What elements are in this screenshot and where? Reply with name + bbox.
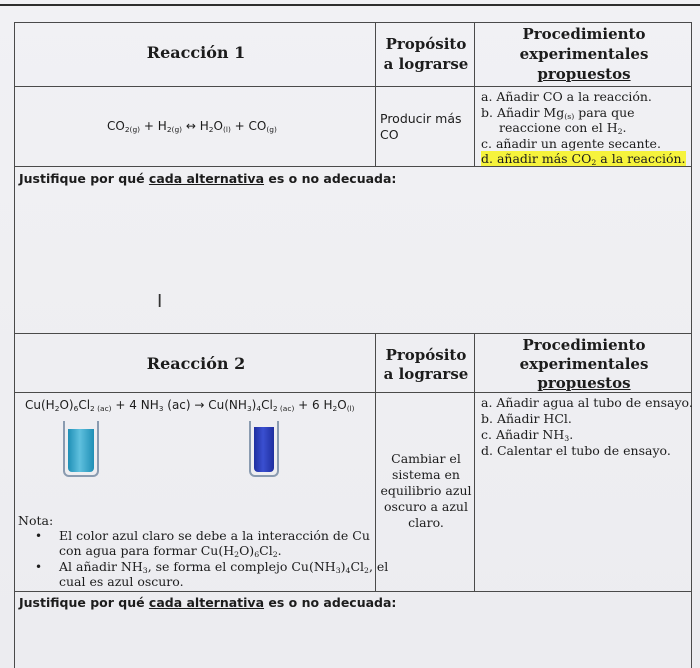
- r2-procedimientos-cell: [474, 392, 692, 592]
- r1-procedimiento-header-cell: [474, 22, 692, 87]
- r1-justify-label: Justifique por qué cada alternativa es o no adecuada:: [19, 171, 397, 186]
- r1-procedimientos-cell: [474, 86, 692, 167]
- r2-equation: $Cu(H_2O)_6Cl_{2 (ac)} + 4$ $NH_3$ $(ac) \to Cu(NH_3)_4Cl_{2 (ac)} + 6$ $H_2O_{(l)}$: [25, 398, 355, 413]
- r1-proposito-cell: [375, 86, 475, 167]
- r2-proposito-header-cell: [375, 333, 475, 393]
- r2-proc-header-3: propuestos: [537, 374, 631, 392]
- r2-proposito-4: oscuro a azul: [384, 499, 468, 514]
- r2-proc-c: c. Añadir $NH_3$.: [481, 427, 574, 443]
- text-cursor-icon: I: [157, 291, 163, 312]
- nota-2-line-1: Al añadir $NH_3$, se forma el complejo $Cu(NH_3)_4Cl_2$, el: [59, 559, 389, 575]
- dark-blue-solution: [254, 427, 274, 472]
- r2-procedimiento-header-cell: [474, 333, 692, 393]
- bullet-1: •: [35, 529, 43, 543]
- r2-proc-b: b. Añadir HCl.: [481, 411, 572, 426]
- r2-proposito-header-2: a lograrse: [383, 365, 469, 383]
- r2-proc-d: d. Calentar el tubo de ensayo.: [481, 443, 671, 458]
- r2-proposito-header-1: Propósito: [385, 346, 467, 364]
- r1-proposito-header-1: Propósito: [385, 35, 467, 53]
- dark-blue-test-tube: [249, 421, 279, 477]
- r2-equation-cell: [14, 392, 389, 592]
- r2-proc-header-2: experimentales: [519, 355, 649, 373]
- r1-header-cell: [14, 22, 376, 87]
- r1-proc-header-3: propuestos: [537, 65, 631, 83]
- nota-1-line-2: con agua para formar $Cu(H_2O)_6Cl_2$.: [59, 543, 282, 559]
- r1-header: Reacción 1: [146, 43, 246, 62]
- light-blue-test-tube: [63, 421, 99, 477]
- r1-proposito-header-cell: [375, 22, 475, 87]
- r2-proposito-3: equilibrio azul: [380, 483, 472, 498]
- r2-proposito-1: Cambiar el: [391, 451, 461, 466]
- r2-proposito-cell: [375, 392, 475, 592]
- r1-proc-c: c. añadir un agente secante.: [481, 136, 661, 151]
- r1-proc-header-2: experimentales: [519, 45, 649, 63]
- r2-proposito-2: sistema en: [392, 467, 460, 482]
- r2-header: Reacción 2: [146, 354, 246, 373]
- r2-header-cell: [14, 333, 376, 393]
- nota-label: Nota:: [18, 513, 54, 528]
- nota-2-line-2: cual es azul oscuro.: [59, 574, 184, 589]
- r1-proposito-1: Producir más: [380, 111, 462, 126]
- r2-proposito-5: claro.: [408, 515, 444, 530]
- r1-proc-d: d. añadir más $CO_2$ a la reacción.: [481, 151, 686, 167]
- r2-proc-header-1: Procedimiento: [522, 336, 646, 354]
- r1-equation-cell: [14, 86, 376, 167]
- light-blue-solution: [68, 429, 94, 472]
- r2-justify-cell: [14, 591, 692, 668]
- r1-proc-header-1: Procedimiento: [522, 25, 646, 43]
- nota-1-line-1: El color azul claro se debe a la interacción de Cu: [59, 528, 370, 543]
- top-border: [0, 4, 700, 6]
- bullet-2: •: [35, 560, 43, 574]
- r1-proc-b: b. Añadir $Mg_{(s)}$ para que: [481, 105, 635, 121]
- r2-justify-label: Justifique por qué cada alternativa es o no adecuada:: [19, 595, 397, 610]
- r2-proc-a: a. Añadir agua al tubo de ensayo.: [481, 395, 693, 410]
- r1-justify-cell: [14, 166, 692, 334]
- r1-proposito-2: CO: [380, 127, 399, 142]
- r1-proposito-header-2: a lograrse: [383, 55, 469, 73]
- r1-proc-a: a. Añadir CO a la reacción.: [481, 89, 652, 104]
- r1-equation: $CO_{2(g)} + H_{2(g)}$ ↔ $H_2O_{(l)} + CO_{(g)}$: [107, 119, 277, 134]
- r1-proc-b2: reaccione con el $H_2$.: [499, 120, 627, 136]
